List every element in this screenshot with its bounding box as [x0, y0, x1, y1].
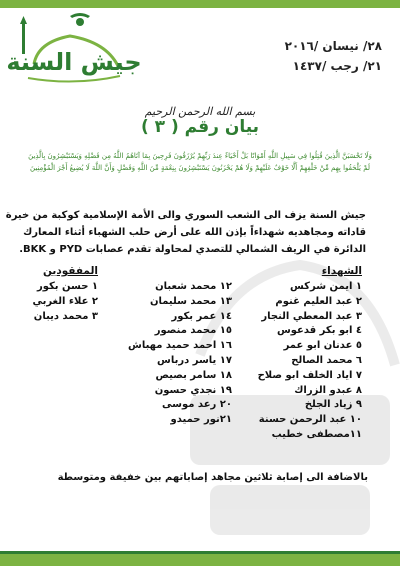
martyr-name: ١٥ محمد منصور [154, 325, 232, 337]
martyr-name: ١٠ عبد الرحمن حسنة [258, 414, 362, 426]
martyr-name: ٢ عبد العليم غنوم [275, 295, 362, 307]
statement-title: بيان رقم ( ٣ ) [140, 117, 260, 137]
martyr-name: ٦ محمد الصالح [291, 354, 362, 366]
statement-header [0, 95, 400, 143]
martyrs-heading: الشهداء [321, 265, 362, 277]
martyr-name: ٢١نور حميدو [170, 414, 232, 426]
martyrs-list-2 [128, 280, 232, 428]
bottom-color-band [0, 554, 400, 566]
martyr-name: ٩ زياد الجلخ [304, 399, 362, 411]
top-color-band [0, 0, 400, 8]
dates-block [232, 36, 382, 76]
hijri-date: ٢١/ رجب /١٤٣٧ [292, 59, 382, 73]
martyr-name: ٣ عبد المعطي النجار [261, 310, 362, 322]
martyr-name: ١٤ عمر بكور [171, 310, 232, 322]
martyr-name: ١ ايمن شركس [290, 281, 362, 292]
missing-name: ٢ علاء الغربي [32, 295, 98, 307]
logo-text: جيش السنة [6, 48, 142, 76]
missing-list [32, 280, 98, 324]
verse-line: وَلَا تَحْسَبَنَّ الَّذِينَ قُتِلُوا فِي سَبِيلِ اللَّهِ أَمْوَاتًا بَلْ أَحْيَاءٌ عِندَ رَبِّهِمْ يُرْزَقُونَ فَرِحِينَ بِمَا آتَاهُمُ اللَّهُ مِن فَضْلِهِ وَيَسْتَبْشِرُونَ بِالَّذِينَ [28, 152, 372, 160]
statement-footer: بالاضافة الى إصابة ثلاثين مجاهد إصاباتهم بين خفيفة ومتوسطة [57, 472, 368, 483]
martyr-name: ٧ اياد الخلف ابو صلاح [257, 369, 362, 381]
statement-body [5, 207, 366, 258]
body-line: الدائرة في الريف الشمالي للتصدي لمحاولة تقدم عصابات PYD و BKK. [19, 244, 366, 255]
body-line: قاداته ومجاهديه شهداءاً بإذن الله على أرض حلب الشهباء أثناء المعارك [23, 227, 366, 238]
quran-verse [18, 150, 382, 174]
svg-text:بسم الله الرحمن الرحيم: بسم الله الرحمن الرحيم [144, 105, 256, 118]
martyr-name: ١٣ محمد سليمان [149, 295, 232, 307]
martyr-name: ٢٠ رعد موسى [162, 399, 232, 411]
missing-name: ١ حسن بكور [36, 281, 98, 292]
martyr-name: ١١مصطفى خطيب [271, 428, 362, 440]
martyr-name: ١٦ احمد حميد مهباش [128, 340, 232, 352]
martyr-name: ٥ عدنان ابو عمر [283, 340, 362, 352]
martyr-name: ١٢ محمد شعبان [155, 281, 232, 292]
martyr-name: ٨ عبدو الزراك [294, 384, 362, 396]
martyr-name: ١٨ سامر بصيص [155, 369, 232, 381]
gregorian-date: ٢٨/ نيسان /٢٠١٦ [284, 39, 382, 53]
martyr-name: ٤ ابو بكر قدعوس [276, 325, 362, 337]
verse-line: لَمْ يَلْحَقُوا بِهِم مِّنْ خَلْفِهِمْ أَلَّا خَوْفٌ عَلَيْهِمْ وَلَا هُمْ يَحْزَنُونَ يَسْتَبْشِرُونَ بِنِعْمَةٍ مِّنَ اللَّهِ وَفَضْلٍ وَأَنَّ اللَّهَ لَا يُضِيعُ أَجْرَ الْمُؤْمِنِينَ [29, 164, 371, 172]
body-line: جيش السنة يزف الى الشعب السوري والى الأمة الإسلامية كوكبة من خيرة [5, 210, 366, 221]
martyr-name: ١٧ ياسر درباس [157, 354, 232, 366]
missing-heading: المفقودين [42, 265, 98, 277]
martyrs-list-1 [258, 280, 362, 443]
missing-name: ٣ محمد ديبان [33, 310, 98, 322]
jaish-al-sunna-logo [6, 14, 142, 88]
martyr-name: ١٩ نجدي حسون [154, 384, 232, 396]
